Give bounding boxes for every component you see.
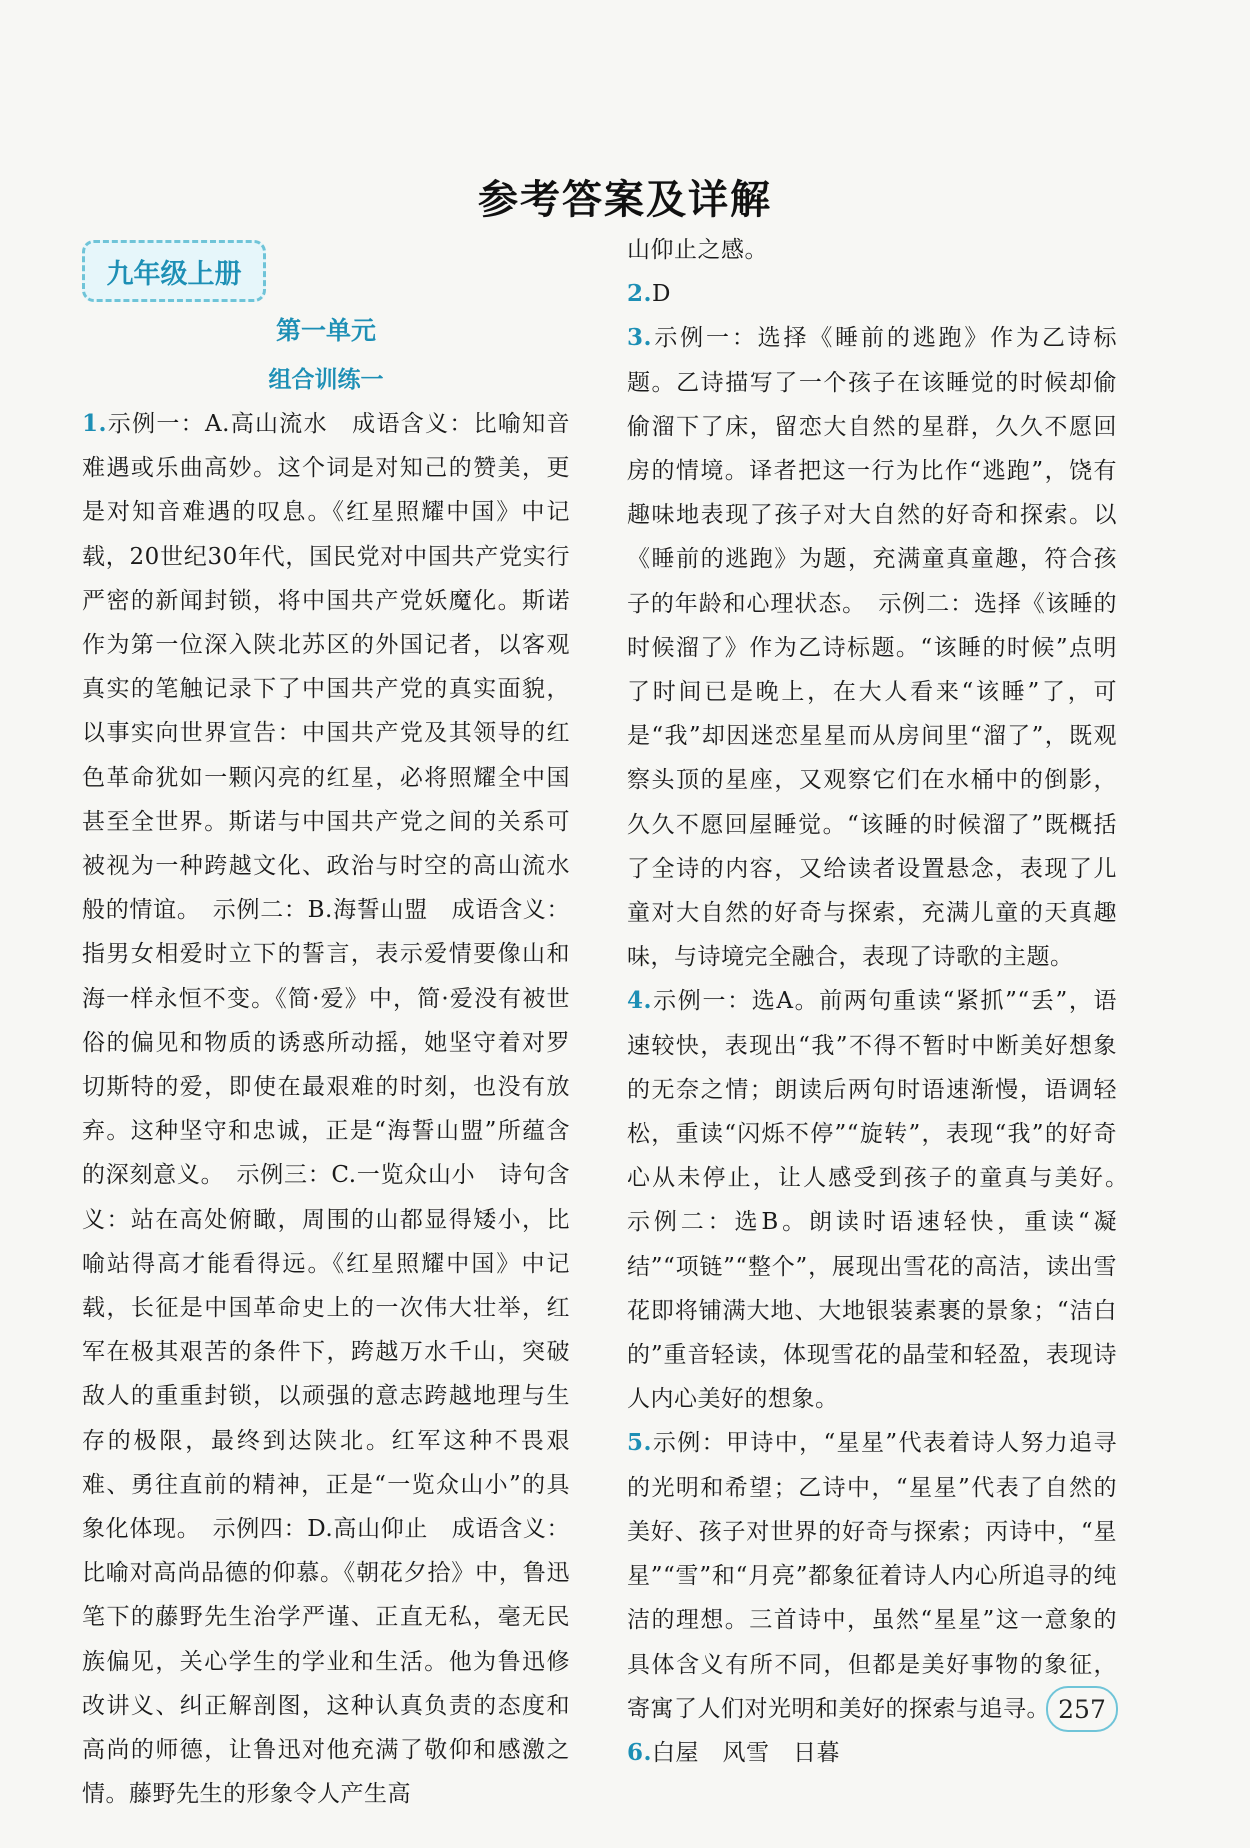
page-title: 参考答案及详解 — [478, 177, 772, 223]
section-title: 组合训练一 — [268, 367, 384, 393]
unit-title: 第一单元 — [275, 316, 376, 345]
answer-text: D — [652, 281, 671, 308]
answer-6 — [627, 1731, 1117, 1775]
question-number: 5. — [627, 1429, 653, 1457]
answer-text: 白屋 风雪 日暮 — [652, 1739, 841, 1766]
answer-1-continuation: 山仰止之感。 — [627, 237, 768, 263]
page-number: 257 — [1046, 1686, 1118, 1732]
question-number: 3. — [627, 324, 653, 352]
grade-label-box — [82, 240, 266, 302]
left-column — [82, 402, 570, 1817]
answer-1 — [82, 402, 570, 1817]
answer-2 — [627, 272, 1117, 316]
answer-text: 示例一：选A。前两句重读“紧抓”“丢”，语速较快，表现出“我”不得不暂时中断美好想象的无奈之情；朗读后两句时语速渐慢，语调轻松，重读“闪烁不停”“旋转”，表现“我”的好奇心从未停止，让人感受到孩子的童真与美好。 示例二：选B。朗读时语速轻快，重读“凝结”“项链”“整个”，展现出雪花的高洁，读出雪花即将铺满大地、大地银装素裹的景象；“洁白的”重音轻读，体现雪花的晶莹和轻盈，表现诗人内心美好的想象。 — [627, 988, 1141, 1413]
answer-5 — [627, 1421, 1117, 1730]
answer-text: 示例一：A.高山流水 成语含义：比喻知音难遇或乐曲高妙。这个词是对知己的赞美，更是对知音难遇的叹息。《红星照耀中国》中记载，20世纪30年代，国民党对中国共产党实行严密的新闻封锁，将中国共产党妖魔化。斯诺作为第一位深入陕北苏区的外国记者，以客观真实的笔触记录下了中国共产党的真实面貌，以事实向世界宣告：中国共产党及其领导的红色革命犹如一颗闪亮的红星，必将照耀全中国甚至全世界。斯诺与中国共产党之间的关系可被视为一种跨越文化、政治与时空的高山流水般的情谊。 示例二：B.海誓山盟 成语含义：指男女相爱时立下的誓言，表示爱情要像山和海一样永恒不变。《简·爱》中，简·爱没有被世俗的偏见和物质的诱惑所动摇，她坚守着对罗切斯特的爱，即使在最艰难的时刻，也没有放弃。这种坚守和忠诚，正是“海誓山盟”所蕴含的深刻意义。 示例三：C.一览众山小 诗句含义：站在高处俯瞰，周围的山都显得矮小，比喻站得高才能看得远。《红星照耀中国》中记载，长征是中国革命史上的一次伟大壮举，红军在极其艰苦的条件下，跨越万水千山，突破敌人的重重封锁，以顽强的意志跨越地理与生存的极限，最终到达陕北。红军这种不畏艰难、勇往直前的精神，正是“一览众山小”的具象化体现。 示例四：D.高山仰止 成语含义：比喻对高尚品德的仰慕。《朝花夕拾》中，鲁迅笔下的藤野先生治学严谨、正直无私，毫无民族偏见，关心学生的学业和生活。他为鲁迅修改讲义、纠正解剖图，这种认真负责的态度和高尚的师德，让鲁迅对他充满了敬仰和感激之情。藤野先生的形象令人产生高 — [82, 411, 570, 1808]
question-number: 2. — [627, 280, 653, 308]
answer-text: 示例一：选择《睡前的逃跑》作为乙诗标题。乙诗描写了一个孩子在该睡觉的时候却偷偷溜下了床，留恋大自然的星群，久久不愿回房的情境。译者把这一行为比作“逃跑”，饶有趣味地表现了孩子对大自然的好奇和探索。以《睡前的逃跑》为题，充满童真童趣，符合孩子的年龄和心理状态。 示例二：选择《该睡的时候溜了》作为乙诗标题。“该睡的时候”点明了时间已是晚上，在大人看来“该睡”了，可是“我”却因迷恋星星而从房间里“溜了”，既观察头顶的星座，又观察它们在水桶中的倒影，久久不愿回屋睡觉。“该睡的时候溜了”既概括了全诗的内容，又给读者设置悬念，表现了儿童对大自然的好奇与探索，充满儿童的天真趣味，与诗境完全融合，表现了诗歌的主题。 — [627, 325, 1117, 971]
grade-label: 九年级上册 — [106, 258, 242, 290]
answer-4 — [627, 979, 1141, 1421]
question-number: 1. — [82, 410, 108, 437]
right-column — [627, 228, 1141, 1775]
answer-text: 示例：甲诗中，“星星”代表着诗人努力追寻的光明和希望；乙诗中，“星星”代表了自然的美好、孩子对世界的好奇与探索；丙诗中，“星星”“雪”和“月亮”都象征着诗人内心所追寻的纯洁的理想。三首诗中，虽然“星星”这一意象的具体含义有所不同，但都是美好事物的象征，寄寓了人们对光明和美好的探索与追寻。 — [627, 1430, 1117, 1722]
question-number: 6. — [627, 1738, 653, 1766]
question-number: 4. — [627, 987, 653, 1015]
answer-3 — [627, 316, 1117, 979]
